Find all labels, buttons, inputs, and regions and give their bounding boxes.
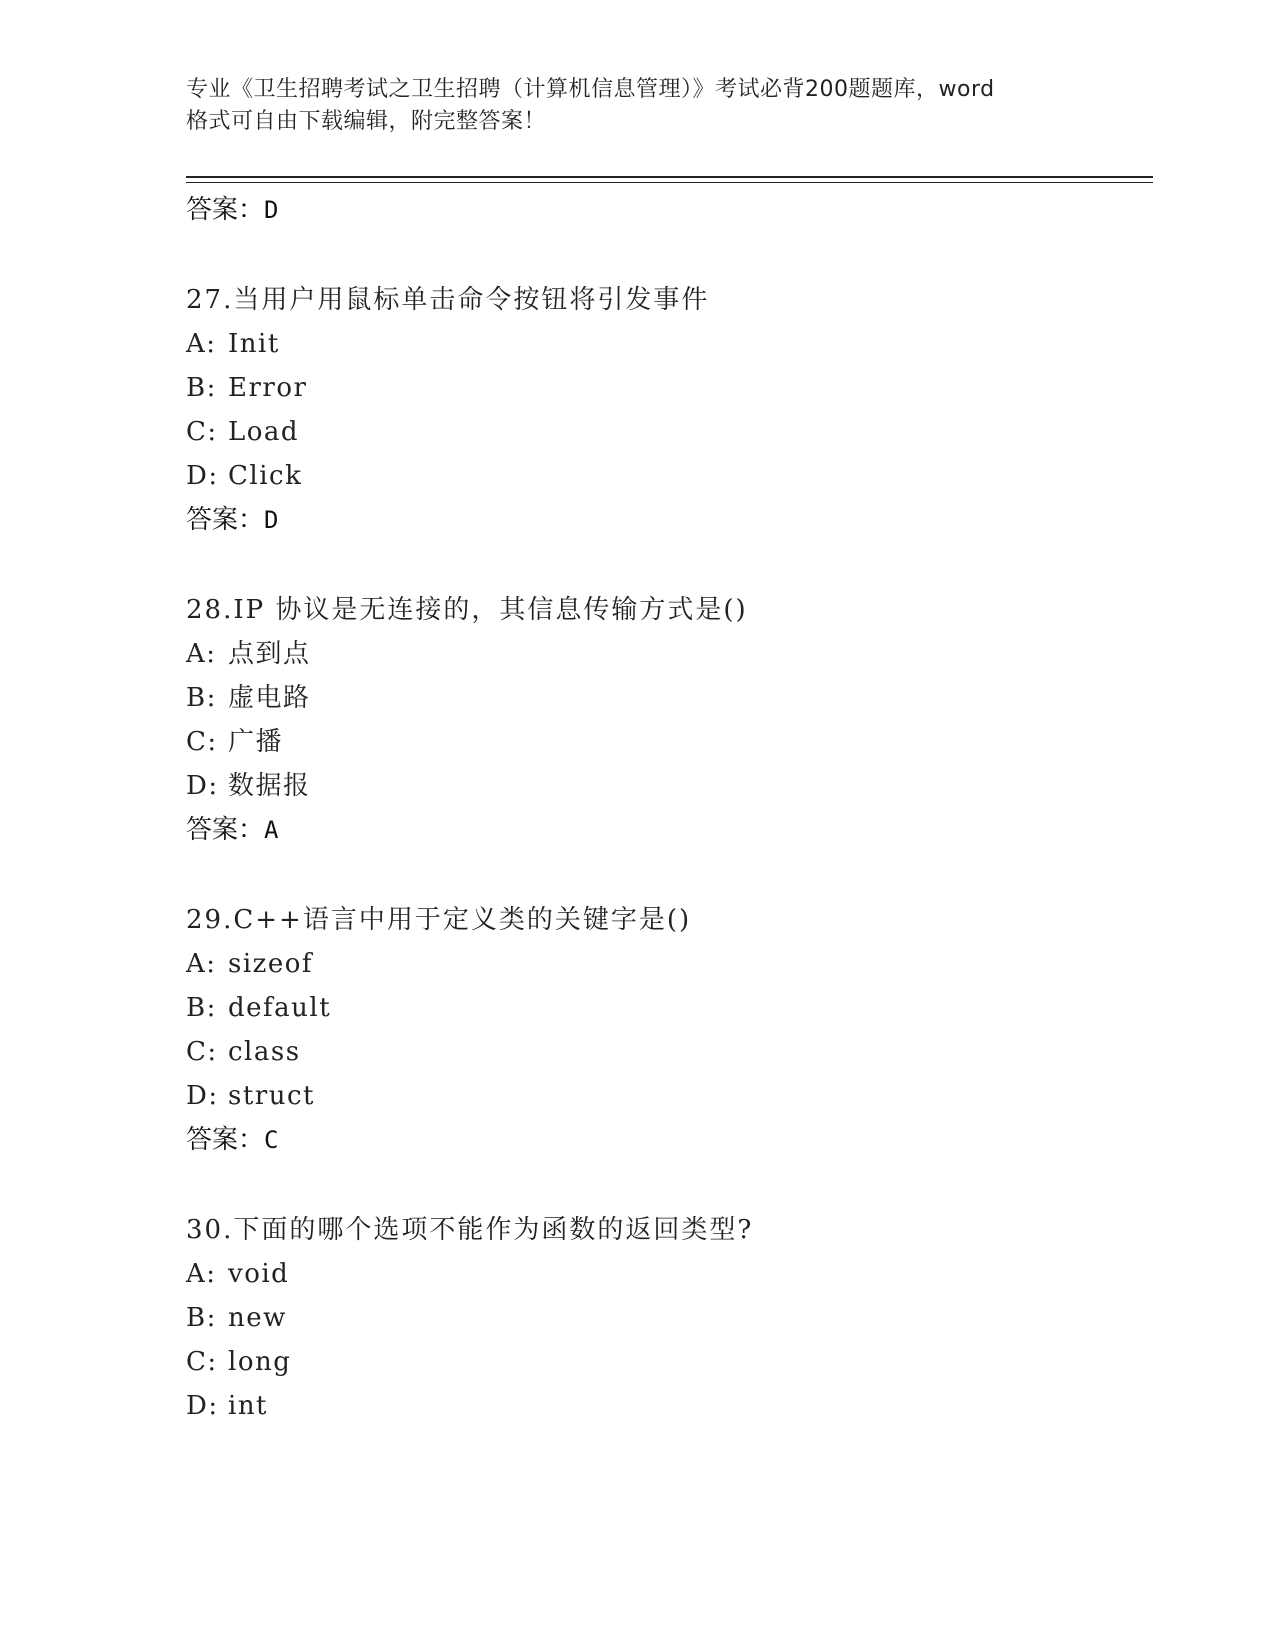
option-text: int [228, 1391, 269, 1421]
question-27-text: 27.当用户用鼠标单击命令按钮将引发事件 [186, 285, 710, 315]
option-letter: A: [186, 949, 217, 979]
question-30-option-a [186, 1256, 289, 1292]
option-letter: C: [186, 417, 218, 447]
option-text: new [228, 1303, 287, 1333]
option-letter: B: [186, 373, 217, 403]
question-28-option-a [186, 636, 311, 672]
option-text: 虚电路 [228, 683, 311, 713]
question-30-option-c [186, 1344, 291, 1380]
question-27-option-c [186, 414, 299, 450]
option-letter: A: [186, 329, 217, 359]
question-27-option-d [186, 458, 302, 494]
option-text: Error [228, 373, 308, 403]
question-29-option-a [186, 946, 313, 982]
question-27-option-a [186, 326, 280, 362]
question-28-option-c [186, 724, 283, 760]
option-letter: A: [186, 639, 217, 669]
answer-value: D [264, 196, 279, 224]
option-letter: D: [186, 461, 219, 491]
answer-label: 答案： [186, 505, 265, 535]
option-text: Init [228, 329, 280, 359]
option-letter: D: [186, 1081, 219, 1111]
question-29-option-c [186, 1034, 301, 1070]
option-text: long [228, 1347, 292, 1377]
option-text: void [228, 1259, 290, 1289]
option-letter: B: [186, 683, 217, 713]
option-text: Click [228, 461, 303, 491]
option-letter: A: [186, 1259, 217, 1289]
header-divider-thick [186, 176, 1153, 178]
question-28-answer [186, 812, 278, 848]
question-30-option-b [186, 1300, 287, 1336]
question-30-text: 30.下面的哪个选项不能作为函数的返回类型? [186, 1215, 754, 1245]
option-letter: C: [186, 1347, 218, 1377]
document-header [186, 74, 1086, 138]
question-30-option-d [186, 1388, 268, 1424]
option-letter: C: [186, 727, 218, 757]
option-letter: B: [186, 1303, 217, 1333]
previous-answer [186, 192, 278, 228]
answer-value: D [264, 506, 279, 534]
question-27-option-b [186, 370, 307, 406]
question-29-option-d [186, 1078, 315, 1114]
question-29-answer [186, 1122, 278, 1158]
answer-label: 答案： [186, 815, 265, 845]
header-line-1: 专业《卫生招聘考试之卫生招聘（计算机信息管理）》考试必背200题题库，word [186, 77, 995, 102]
question-27-answer [186, 502, 278, 538]
option-text: sizeof [228, 949, 314, 979]
option-text: Load [228, 417, 300, 447]
answer-value: A [264, 816, 279, 844]
option-text: struct [228, 1081, 315, 1111]
answer-label: 答案： [186, 1125, 265, 1155]
option-letter: B: [186, 993, 217, 1023]
question-28-option-b [186, 680, 311, 716]
question-29-text: 29.C++语言中用于定义类的关键字是() [186, 905, 692, 935]
option-text: 广播 [228, 727, 284, 757]
option-text: class [228, 1037, 301, 1067]
answer-label: 答案： [186, 195, 265, 225]
question-28-text: 28.IP 协议是无连接的，其信息传输方式是() [186, 595, 748, 625]
answer-value: C [264, 1126, 279, 1154]
option-text: 数据报 [228, 771, 311, 801]
header-line-2: 格式可自由下载编辑，附完整答案！ [186, 109, 547, 134]
question-28-option-d [186, 768, 311, 804]
option-text: default [228, 993, 332, 1023]
option-letter: C: [186, 1037, 218, 1067]
option-letter: D: [186, 771, 219, 801]
header-divider-thin [186, 182, 1153, 183]
option-letter: D: [186, 1391, 219, 1421]
question-29-option-b [186, 990, 331, 1026]
option-text: 点到点 [228, 639, 311, 669]
